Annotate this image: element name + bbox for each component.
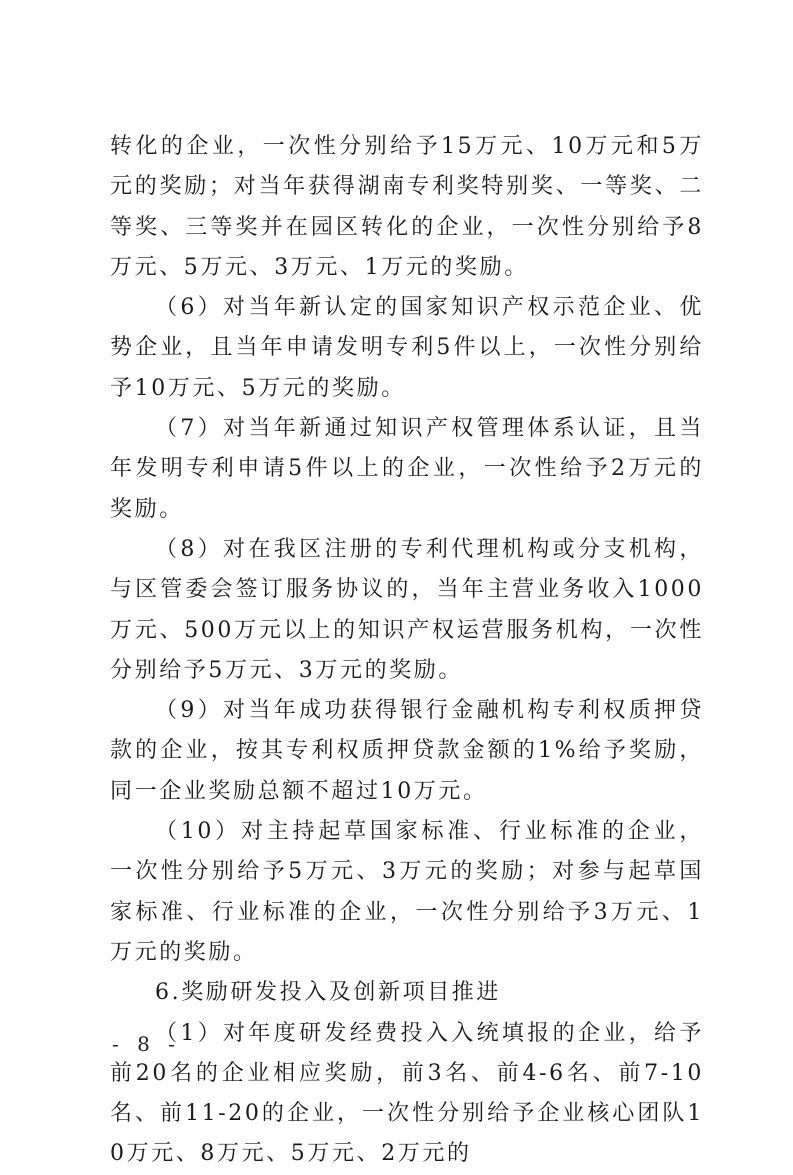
paragraph-item-7: （7）对当年新通过知识产权管理体系认证，且当年发明专利申请5件以上的企业，一次性给予2万元的奖励。 [110, 416, 704, 522]
page-body [110, 127, 704, 1175]
paragraph-item-9: （9）对当年成功获得银行金融机构专利权质押贷款的企业，按其专利权质押贷款金额的1%给予奖励，同一企业奖励总额不超过10万元。 [110, 698, 704, 804]
section-heading-6: 6.奖励研发投入及创新项目推进 [155, 980, 501, 1006]
paragraph-item-6: （6）对当年新认定的国家知识产权示范企业、优势企业，且当年申请发明专利5件以上，一次性分别给予10万元、5万元的奖励。 [110, 295, 704, 401]
paragraph-item-10: （10）对主持起草国家标准、行业标准的企业，一次性分别给予5万元、3万元的奖励；对参与起草国家标准、行业标准的企业，一次性分别给予3万元、1万元的奖励。 [110, 819, 704, 965]
paragraph-item-8: （8）对在我区注册的专利代理机构或分支机构，与区管委会签订服务协议的，当年主营业务收入1000万元、500万元以上的知识产权运营服务机构，一次性分别给予5万元、3万元的奖励。 [110, 536, 704, 683]
paragraph-continuation: 转化的企业，一次性分别给予15万元、10万元和5万元的奖励；对当年获得湖南专利奖特别奖、一等奖、二等奖、三等奖并在园区转化的企业，一次性分别给予8万元、5万元、3万元、1万元的奖励。 [110, 134, 704, 280]
paragraph-section-6-item-1: （1）对年度研发经费投入入统填报的企业，给予前20名的企业相应奖励，前3名、前4-6名、前7-10名、前11-20的企业，一次性分别给予企业核心团队10万元、8万元、5万元、2万元的 [110, 1020, 704, 1167]
page-number: - 8 - [112, 1032, 181, 1056]
